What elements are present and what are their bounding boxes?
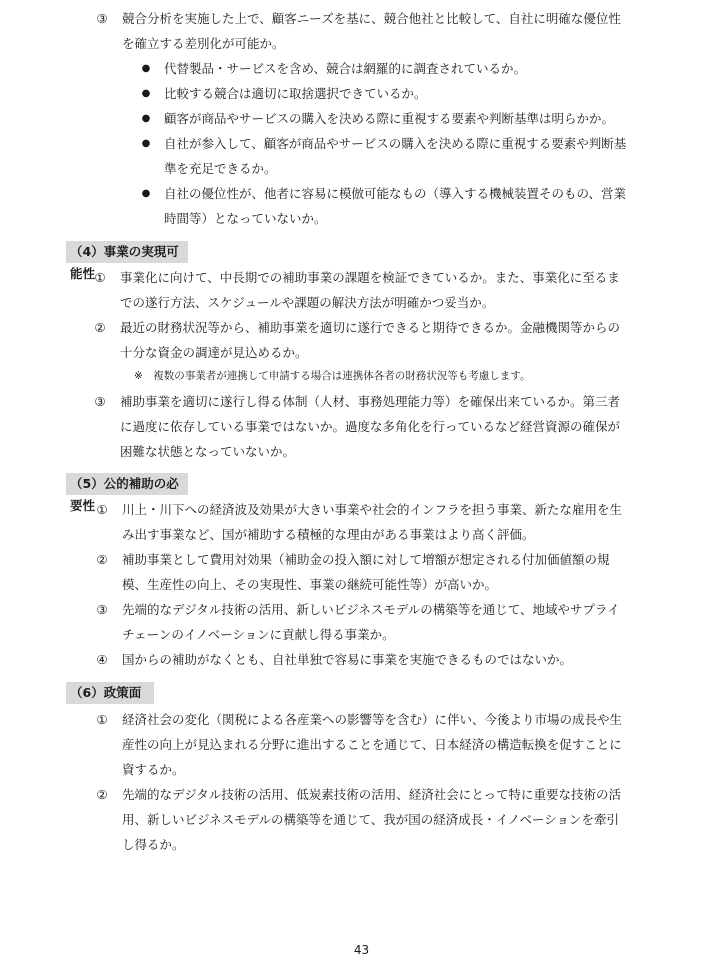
- item-text-line: 模、生産性の向上、その実現性、事業の継続可能性等）が高いか。: [122, 577, 498, 592]
- bullet-icon: ●: [141, 138, 151, 149]
- item-text-line: 先端的なデジタル技術の活用、低炭素技術の活用、経済社会にとって特に重要な技術の活: [122, 787, 622, 802]
- item-text-line: 産性の向上が見込まれる分野に進出することを通じて、日本経済の構造転換を促すことに: [122, 737, 622, 752]
- item-text-line: を確立する差別化が可能か。: [122, 36, 285, 51]
- bullet-text: 代替製品・サービスを含め、競合は網羅的に調査されているか。: [164, 61, 527, 76]
- item-text-line: 補助事業として費用対効果（補助金の投入額に対して増額が想定される付加価値額の規: [122, 552, 610, 567]
- item-text-line: 用、新しいビジネスモデルの構築等を通じて、我が国の経済成長・イノベーションを牽引: [122, 812, 620, 827]
- item-text-line: 国からの補助がなくとも、自社単独で容易に事業を実施できるものではないか。: [122, 652, 573, 667]
- item-text-line: 経済社会の変化（関税による各産業への影響等を含む）に伴い、今後より市場の成長や生: [122, 712, 623, 727]
- item-text-line: 困難な状態となっていないか。: [120, 444, 296, 459]
- item-number: ③: [94, 394, 106, 409]
- note-text: ※ 複数の事業者が連携して申請する場合は連携体各者の財務状況等も考慮します。: [134, 370, 531, 382]
- item-number: ①: [94, 270, 106, 285]
- item-text-line: 先端的なデジタル技術の活用、新しいビジネスモデルの構築等を通じて、地域やサプライ: [122, 602, 620, 617]
- item-text-line: 川上・川下への経済波及効果が大きい事業や社会的インフラを担う事業、新たな雇用を生: [122, 502, 623, 517]
- bullet-text: 比較する競合は適切に取捨選択できているか。: [164, 86, 427, 101]
- bullet-text: 時間等）となっていないか。: [164, 211, 327, 226]
- item-text-line: チェーンのイノベーションに貢献し得る事業か。: [122, 627, 395, 642]
- item-text-line: 十分な資金の調達が見込めるか。: [120, 345, 308, 360]
- item-number: ②: [96, 787, 108, 802]
- item-number: ①: [96, 502, 108, 517]
- bullet-icon: ●: [141, 113, 151, 124]
- item-number: ①: [96, 712, 108, 727]
- item-number: ②: [94, 320, 106, 335]
- bullet-text: 自社が参入して、顧客が商品やサービスの購入を決める際に重視する要素や判断基: [164, 136, 627, 151]
- item-number: ②: [96, 552, 108, 567]
- item-number: ③: [96, 602, 108, 617]
- bullet-icon: ●: [141, 88, 151, 99]
- item-text-line: み出す事業など、国が補助する積極的な理由がある事業はより高く評価。: [122, 527, 535, 542]
- bullet-icon: ●: [141, 63, 151, 74]
- item-text-line: 資するか。: [122, 762, 185, 777]
- bullet-text: 自社の優位性が、他者に容易に模倣可能なもの（導入する機械装置そのもの、営業: [164, 186, 627, 201]
- bullet-icon: ●: [141, 188, 151, 199]
- section-heading: （4）事業の実現可能性: [66, 241, 188, 263]
- item-text-line: 最近の財務状況等から、補助事業を適切に遂行できると期待できるか。金融機関等からの: [120, 320, 621, 335]
- section-heading: （6）政策面: [66, 682, 154, 704]
- bullet-text: 準を充足できるか。: [164, 161, 277, 176]
- item-number: ③: [96, 11, 108, 26]
- page-number: 43: [353, 943, 370, 957]
- item-text-line: に過度に依存している事業ではないか。過度な多角化を行っているなど経営資源の確保が: [120, 419, 621, 434]
- item-text-line: し得るか。: [122, 837, 185, 852]
- bullet-text: 顧客が商品やサービスの購入を決める際に重視する要素や判断基準は明らかか。: [164, 111, 615, 126]
- item-number: ④: [96, 652, 108, 667]
- item-text-line: 事業化に向けて、中長期での補助事業の課題を検証できているか。また、事業化に至るま: [120, 270, 620, 285]
- item-text-line: での遂行方法、スケジュールや課題の解決方法が明確かつ妥当か。: [120, 295, 495, 310]
- section-heading: （5）公的補助の必要性: [66, 473, 188, 495]
- item-text-line: 補助事業を適切に遂行し得る体制（人材、事務処理能力等）を確保出来ているか。第三者: [120, 394, 621, 409]
- item-text-line: 競合分析を実施した上で、顧客ニーズを基に、競合他社と比較して、自社に明確な優位性: [122, 11, 621, 26]
